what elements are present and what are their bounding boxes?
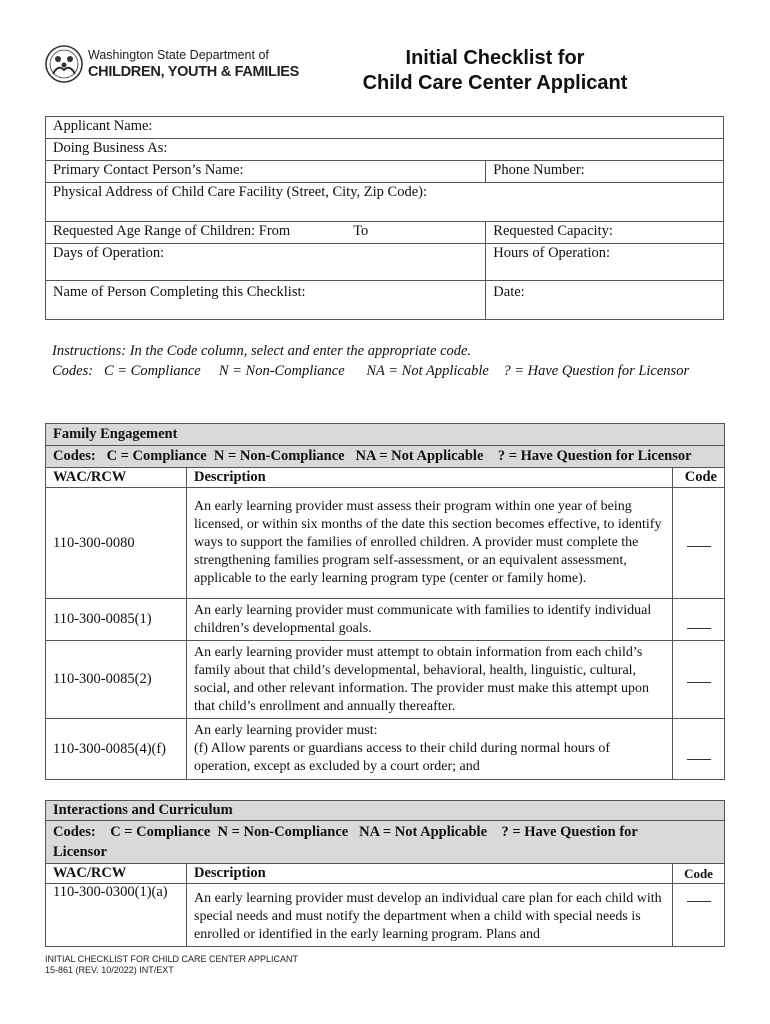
section-codes-line2: Licensor: [53, 844, 107, 860]
wac-cell: 110-300-0085(4)(f): [46, 719, 187, 780]
description-cell: [187, 719, 673, 780]
description-cell: An early learning provider must attempt to obtain information from each child’s family about that child’s developmental, behavioral, health, linguistic, cultural, social, and other relevant information. The provider must make this attempt upon that child’s enrollment and annually thereafter.: [187, 641, 673, 719]
applicant-name-field[interactable]: Applicant Name:: [46, 117, 724, 139]
logo-line1: Washington State Department of: [88, 48, 269, 62]
table-row: [46, 488, 725, 599]
page-title: [300, 46, 690, 96]
section-title: Family Engagement: [46, 424, 725, 446]
age-range-from-label: Requested Age Range of Children: From: [53, 223, 291, 239]
description-line: (f) Allow parents or guardians access to their child during normal hours of operation, except as excluded by a court order; and: [194, 741, 611, 774]
dcyf-logo-icon: [44, 44, 84, 84]
family-engagement-table: [45, 423, 725, 780]
person-completing-field[interactable]: Name of Person Completing this Checklist:: [46, 281, 486, 320]
instructions-codes: Codes: C = Compliance N = Non-Compliance NA = Not Applicable ? = Have Question for Licensor: [52, 363, 690, 379]
wac-cell: 110-300-0085(2): [46, 641, 187, 719]
age-range-to-label: To: [353, 223, 369, 239]
title-line1: Initial Checklist for: [405, 47, 585, 69]
code-input[interactable]: [673, 599, 725, 641]
instructions: [52, 341, 689, 381]
doing-business-as-field[interactable]: Doing Business As:: [46, 139, 724, 161]
footer-line1: INITIAL CHECKLIST FOR CHILD CARE CENTER APPLICANT: [45, 954, 299, 964]
phone-number-field[interactable]: Phone Number:: [486, 161, 724, 183]
description-cell: An early learning provider must assess their program within one year of being licensed, or within six months of the date this section becomes effective, to identify ways to support the families of enrolled children. A provider must complete the strengthening families program self-assessment, or an equivalent assessment, applicable to the early learning program type (center or family home).: [187, 488, 673, 599]
hours-of-operation-field[interactable]: Hours of Operation:: [486, 244, 724, 281]
wac-cell: 110-300-0300(1)(a): [46, 884, 187, 947]
wac-cell: 110-300-0080: [46, 488, 187, 599]
page-footer: [45, 954, 298, 976]
col-header-description: Description: [187, 468, 673, 488]
instructions-line1: Instructions: In the Code column, select and enter the appropriate code.: [52, 343, 472, 359]
date-field[interactable]: Date:: [486, 281, 724, 320]
interactions-curriculum-table: [45, 800, 725, 947]
dcyf-logo: [44, 44, 300, 88]
table-row: [46, 884, 725, 947]
section-codes: [46, 821, 725, 864]
primary-contact-field[interactable]: Primary Contact Person’s Name:: [46, 161, 486, 183]
code-input[interactable]: [673, 884, 725, 947]
col-header-wac: WAC/RCW: [46, 864, 187, 884]
table-row: [46, 641, 725, 719]
section-codes-line1: Codes: C = Compliance N = Non-Compliance NA = Not Applicable ? = Have Question for: [53, 824, 638, 840]
logo-line2: CHILDREN, YOUTH & FAMILIES: [88, 64, 300, 80]
footer-line2: 15-861 (REV. 10/2022) INT/EXT: [45, 965, 174, 975]
table-row: [46, 599, 725, 641]
col-header-wac: WAC/RCW: [46, 468, 187, 488]
age-range-field[interactable]: [46, 222, 486, 244]
title-line2: Child Care Center Applicant: [362, 72, 628, 94]
description-cell: An early learning provider must develop an individual care plan for each child with special needs and must notify the department when a child with special needs is enrolled or identified in the early learning program. Plans and: [187, 884, 673, 947]
description-line: An early learning provider must:: [194, 723, 378, 738]
section-title: Interactions and Curriculum: [46, 801, 725, 821]
table-row: [46, 719, 725, 780]
wac-cell: 110-300-0085(1): [46, 599, 187, 641]
code-input[interactable]: [673, 719, 725, 780]
section-codes: Codes: C = Compliance N = Non-Compliance NA = Not Applicable ? = Have Question for Licensor: [46, 446, 725, 468]
col-header-code: Code: [673, 864, 725, 884]
applicant-info-table: [45, 116, 724, 320]
requested-capacity-field[interactable]: Requested Capacity:: [486, 222, 724, 244]
physical-address-field[interactable]: Physical Address of Child Care Facility (Street, City, Zip Code):: [46, 183, 724, 222]
description-cell: An early learning provider must communicate with families to identify individual children’s developmental goals.: [187, 599, 673, 641]
code-input[interactable]: [673, 488, 725, 599]
days-of-operation-field[interactable]: Days of Operation:: [46, 244, 486, 281]
code-input[interactable]: [673, 641, 725, 719]
col-header-code: Code: [673, 468, 725, 488]
col-header-description: Description: [187, 864, 673, 884]
